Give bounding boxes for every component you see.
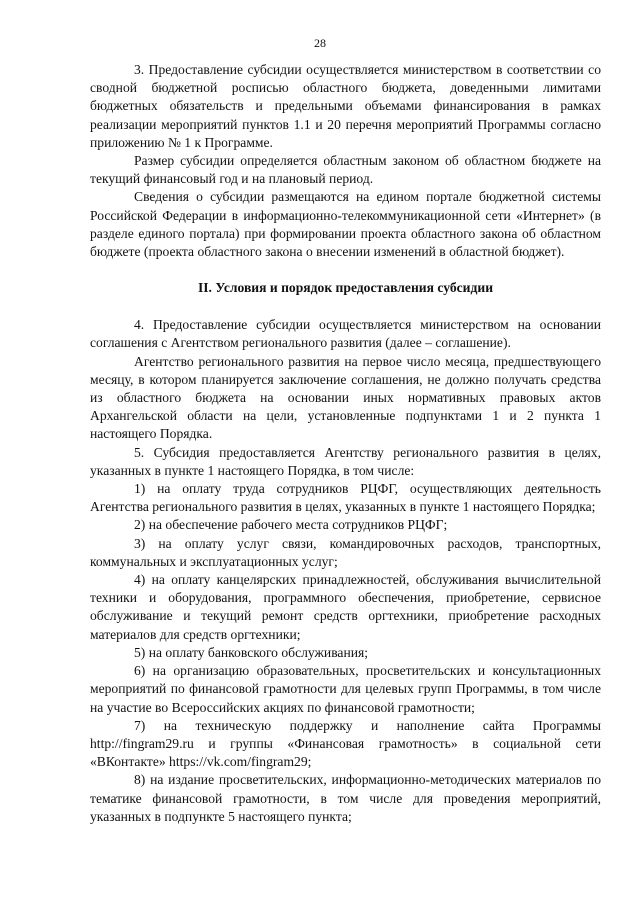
paragraph: 4. Предоставление субсидии осуществляется министерством на основании соглашения с Агентством регионального развития (далее – соглашение). xyxy=(90,317,601,351)
list-item: 5) на оплату банковского обслуживания; xyxy=(134,644,369,660)
paragraph: Сведения о субсидии размещаются на едином портале бюджетной системы Российской Федерации в информационно-телекоммуникационной сети «Интернет» (в разделе единого портала) при формировании проекта областного закона об областном бюджете (проекта областного закона о внесении изменений в областной бюджет). xyxy=(90,189,601,260)
document-body xyxy=(90,61,601,826)
list-item: 7) на техническую поддержку и наполнение сайта Программы http://fingram29.ru и группы «Финансовая грамотность» в социальной сети «ВКонтакте» https://vk.com/fingram29; xyxy=(90,717,601,770)
list-item: 6) на организацию образовательных, просветительских и консультационных мероприятий по финансовой грамотности для целевых групп Программы, в том числе на участие во Всероссийских акциях по финансовой грамотности; xyxy=(90,663,601,715)
paragraph: Размер субсидии определяется областным законом об областном бюджете на текущий финансовый год и на плановый период. xyxy=(90,153,601,187)
list-item: 2) на обеспечение рабочего места сотрудников РЦФГ; xyxy=(134,517,448,533)
list-item: 4) на оплату канцелярских принадлежностей, обслуживания вычислительной техники и оборудования, программного обеспечения, приобретение, сервисное обслуживание и текущий ремонт средств оргтехники, приобретение расходных материалов для средств оргтехники; xyxy=(90,572,601,642)
list-item: 1) на оплату труда сотрудников РЦФГ, осуществляющих деятельность Агентства регионального развития в целях, указанных в пункте 1 настоящего Порядка; xyxy=(90,481,601,515)
list-item: 8) на издание просветительских, информационно-методических материалов по тематике финансовой грамотности, в том числе для проведения мероприятий, указанных в подпункте 5 настоящего пункта; xyxy=(90,772,601,824)
list-item: 3) на оплату услуг связи, командировочных расходов, транспортных, коммунальных и эксплуатационных услуг; xyxy=(90,535,601,569)
section-heading: II. Условия и порядок предоставления субсидии xyxy=(197,280,494,296)
paragraph: Агентство регионального развития на первое число месяца, предшествующего месяцу, в котором планируется заключение соглашения, не должно получать средства из областного бюджета на основании иных нормативных правовых актов Архангельской области на цели, установленные подпунктами 1 и 2 пункта 1 настоящего Порядка. xyxy=(90,353,601,442)
paragraph: 5. Субсидия предоставляется Агентству регионального развития в целях, указанных в пункте 1 настоящего Порядка, в том числе: xyxy=(90,444,601,478)
paragraph: 3. Предоставление субсидии осуществляется министерством в соответствии со сводной бюджетной росписью областного бюджета, доведенными лимитами бюджетных обязательств и предельными объемами финансирования в рамках реализации мероприятий пунктов 1.1 и 20 перечня мероприятий Программы согласно приложению № 1 к Программе. xyxy=(90,62,601,150)
page-number: 28 xyxy=(314,36,326,50)
